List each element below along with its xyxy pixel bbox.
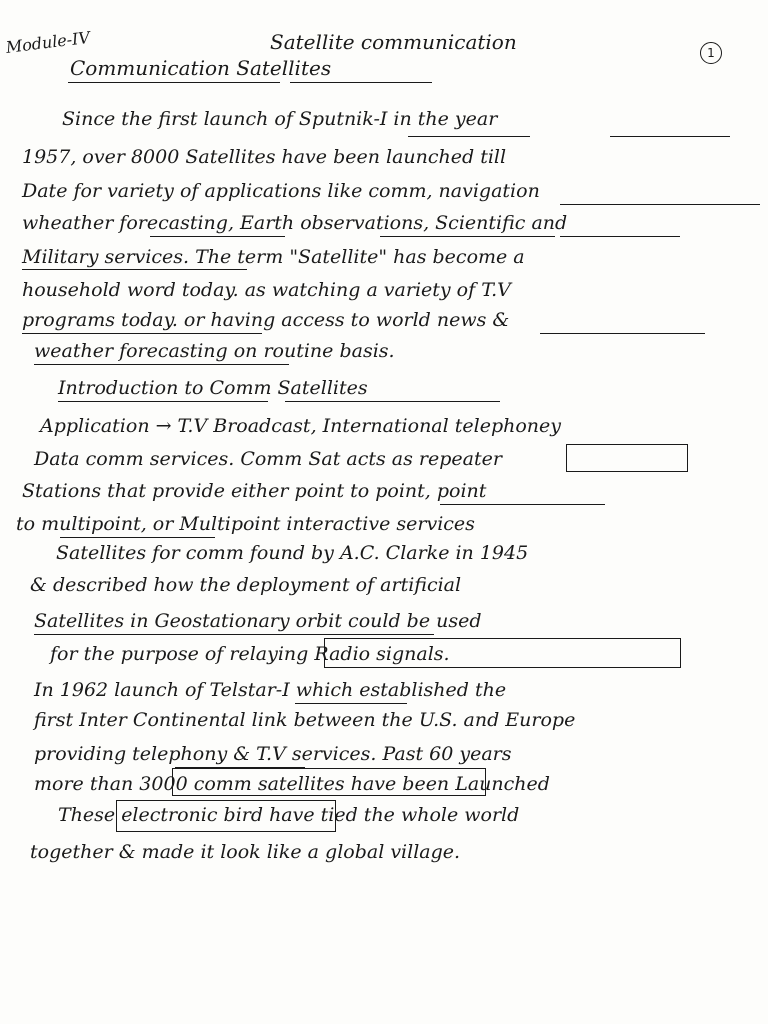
underline-point-to-point: [440, 504, 605, 505]
underline-weather: [34, 364, 289, 365]
text-line: Stations that provide either point to point, point: [22, 480, 487, 502]
underline-sputnik: [408, 136, 530, 137]
underline-comm-satellites: [285, 401, 500, 402]
underline-navigation: [560, 204, 760, 205]
highlight-box-electronic-bird: [116, 800, 336, 832]
text-line: 1957, over 8000 Satellites have been launched till: [22, 146, 507, 168]
text-line: In 1962 launch of Telstar-I which established the: [34, 679, 507, 701]
page-heading: Communication Satellites: [70, 56, 332, 80]
text-line: more than 3000 comm satellites have been Launched: [34, 773, 550, 795]
text-line: Satellites in Geostationary orbit could be used: [34, 610, 482, 632]
text-line: Military services. The term "Satellite" has become a: [22, 246, 525, 268]
underline-multipoint: [60, 537, 215, 538]
underline-programs: [22, 333, 262, 334]
underline-forecasting: [150, 236, 285, 237]
underline-observations: [380, 236, 555, 237]
text-line: Since the first launch of Sputnik-I in the year: [62, 108, 498, 130]
text-line: These electronic bird have tied the whole world: [58, 804, 520, 826]
text-line: wheather forecasting, Earth observations, Scientific and: [22, 212, 568, 234]
underline-world-news: [540, 333, 705, 334]
heading-underline: [68, 82, 280, 83]
text-line: Date for variety of applications like comm, navigation: [22, 180, 540, 202]
highlight-box-repeater: [566, 444, 688, 472]
heading-underline-2: [290, 82, 432, 83]
page-number: 1: [700, 42, 722, 64]
module-label: Module-IV: [4, 27, 91, 57]
underline-scientific: [560, 236, 680, 237]
text-line: weather forecasting on routine basis.: [34, 340, 395, 362]
text-line: Application → T.V Broadcast, International telephoney: [40, 415, 561, 437]
text-line: together & made it look like a global village.: [30, 841, 461, 863]
section-heading: Introduction to Comm Satellites: [58, 377, 368, 399]
text-line: household word today. as watching a variety of T.V: [22, 279, 511, 301]
text-line: Satellites for comm found by A.C. Clarke in 1945: [56, 542, 529, 564]
highlight-box-comm-satellites: [172, 768, 486, 796]
text-line: programs today. or having access to world news &: [22, 309, 510, 331]
subject-title: Satellite communication: [270, 30, 517, 54]
underline-telstar: [295, 703, 407, 704]
text-line: to multipoint, or Multipoint interactive services: [16, 513, 475, 535]
text-line: Data comm services. Comm Sat acts as repeater: [34, 448, 502, 470]
underline-introduction: [58, 401, 268, 402]
text-line: for the purpose of relaying Radio signals.: [50, 643, 450, 665]
highlight-box-relaying: [324, 638, 681, 668]
text-line: providing telephony & T.V services. Past 60 years: [34, 743, 512, 765]
text-line: & described how the deployment of artificial: [30, 574, 462, 596]
underline-geostationary: [34, 634, 434, 635]
underline-year: [610, 136, 730, 137]
underline-military: [22, 269, 247, 270]
text-line: first Inter Continental link between the U.S. and Europe: [34, 709, 576, 731]
